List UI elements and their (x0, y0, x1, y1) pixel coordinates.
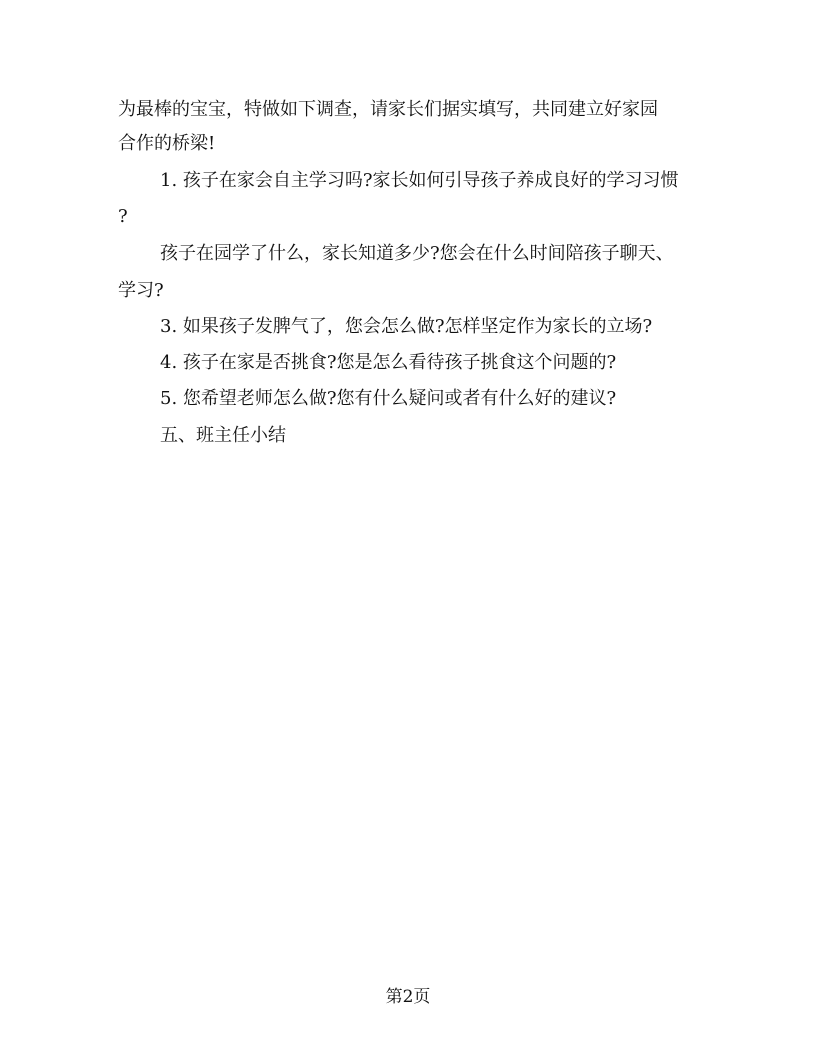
body-text-line: 为最棒的宝宝，特做如下调查，请家长们据实填写，共同建立好家园 (118, 99, 658, 120)
page-number: 第2页 (385, 987, 431, 1007)
section-heading: 五、班主任小结 (160, 425, 286, 446)
question-2-continuation: 学习? (118, 280, 164, 301)
question-3-line: 3. 如果孩子发脾气了，您会怎么做?怎样坚定作为家长的立场? (160, 316, 653, 337)
question-1-line: 1. 孩子在家会自主学习吗?家长如何引导孩子养成良好的学习习惯 (160, 170, 679, 191)
question-5-line: 5. 您希望老师怎么做?您有什么疑问或者有什么好的建议? (160, 388, 617, 409)
body-text-line: 合作的桥梁! (118, 133, 216, 154)
question-2-line: 孩子在园学了什么，家长知道多少?您会在什么时间陪孩子聊天、 (160, 243, 674, 264)
question-1-continuation: ? (118, 206, 128, 227)
question-4-line: 4. 孩子在家是否挑食?您是怎么看待孩子挑食这个问题的? (160, 352, 617, 373)
